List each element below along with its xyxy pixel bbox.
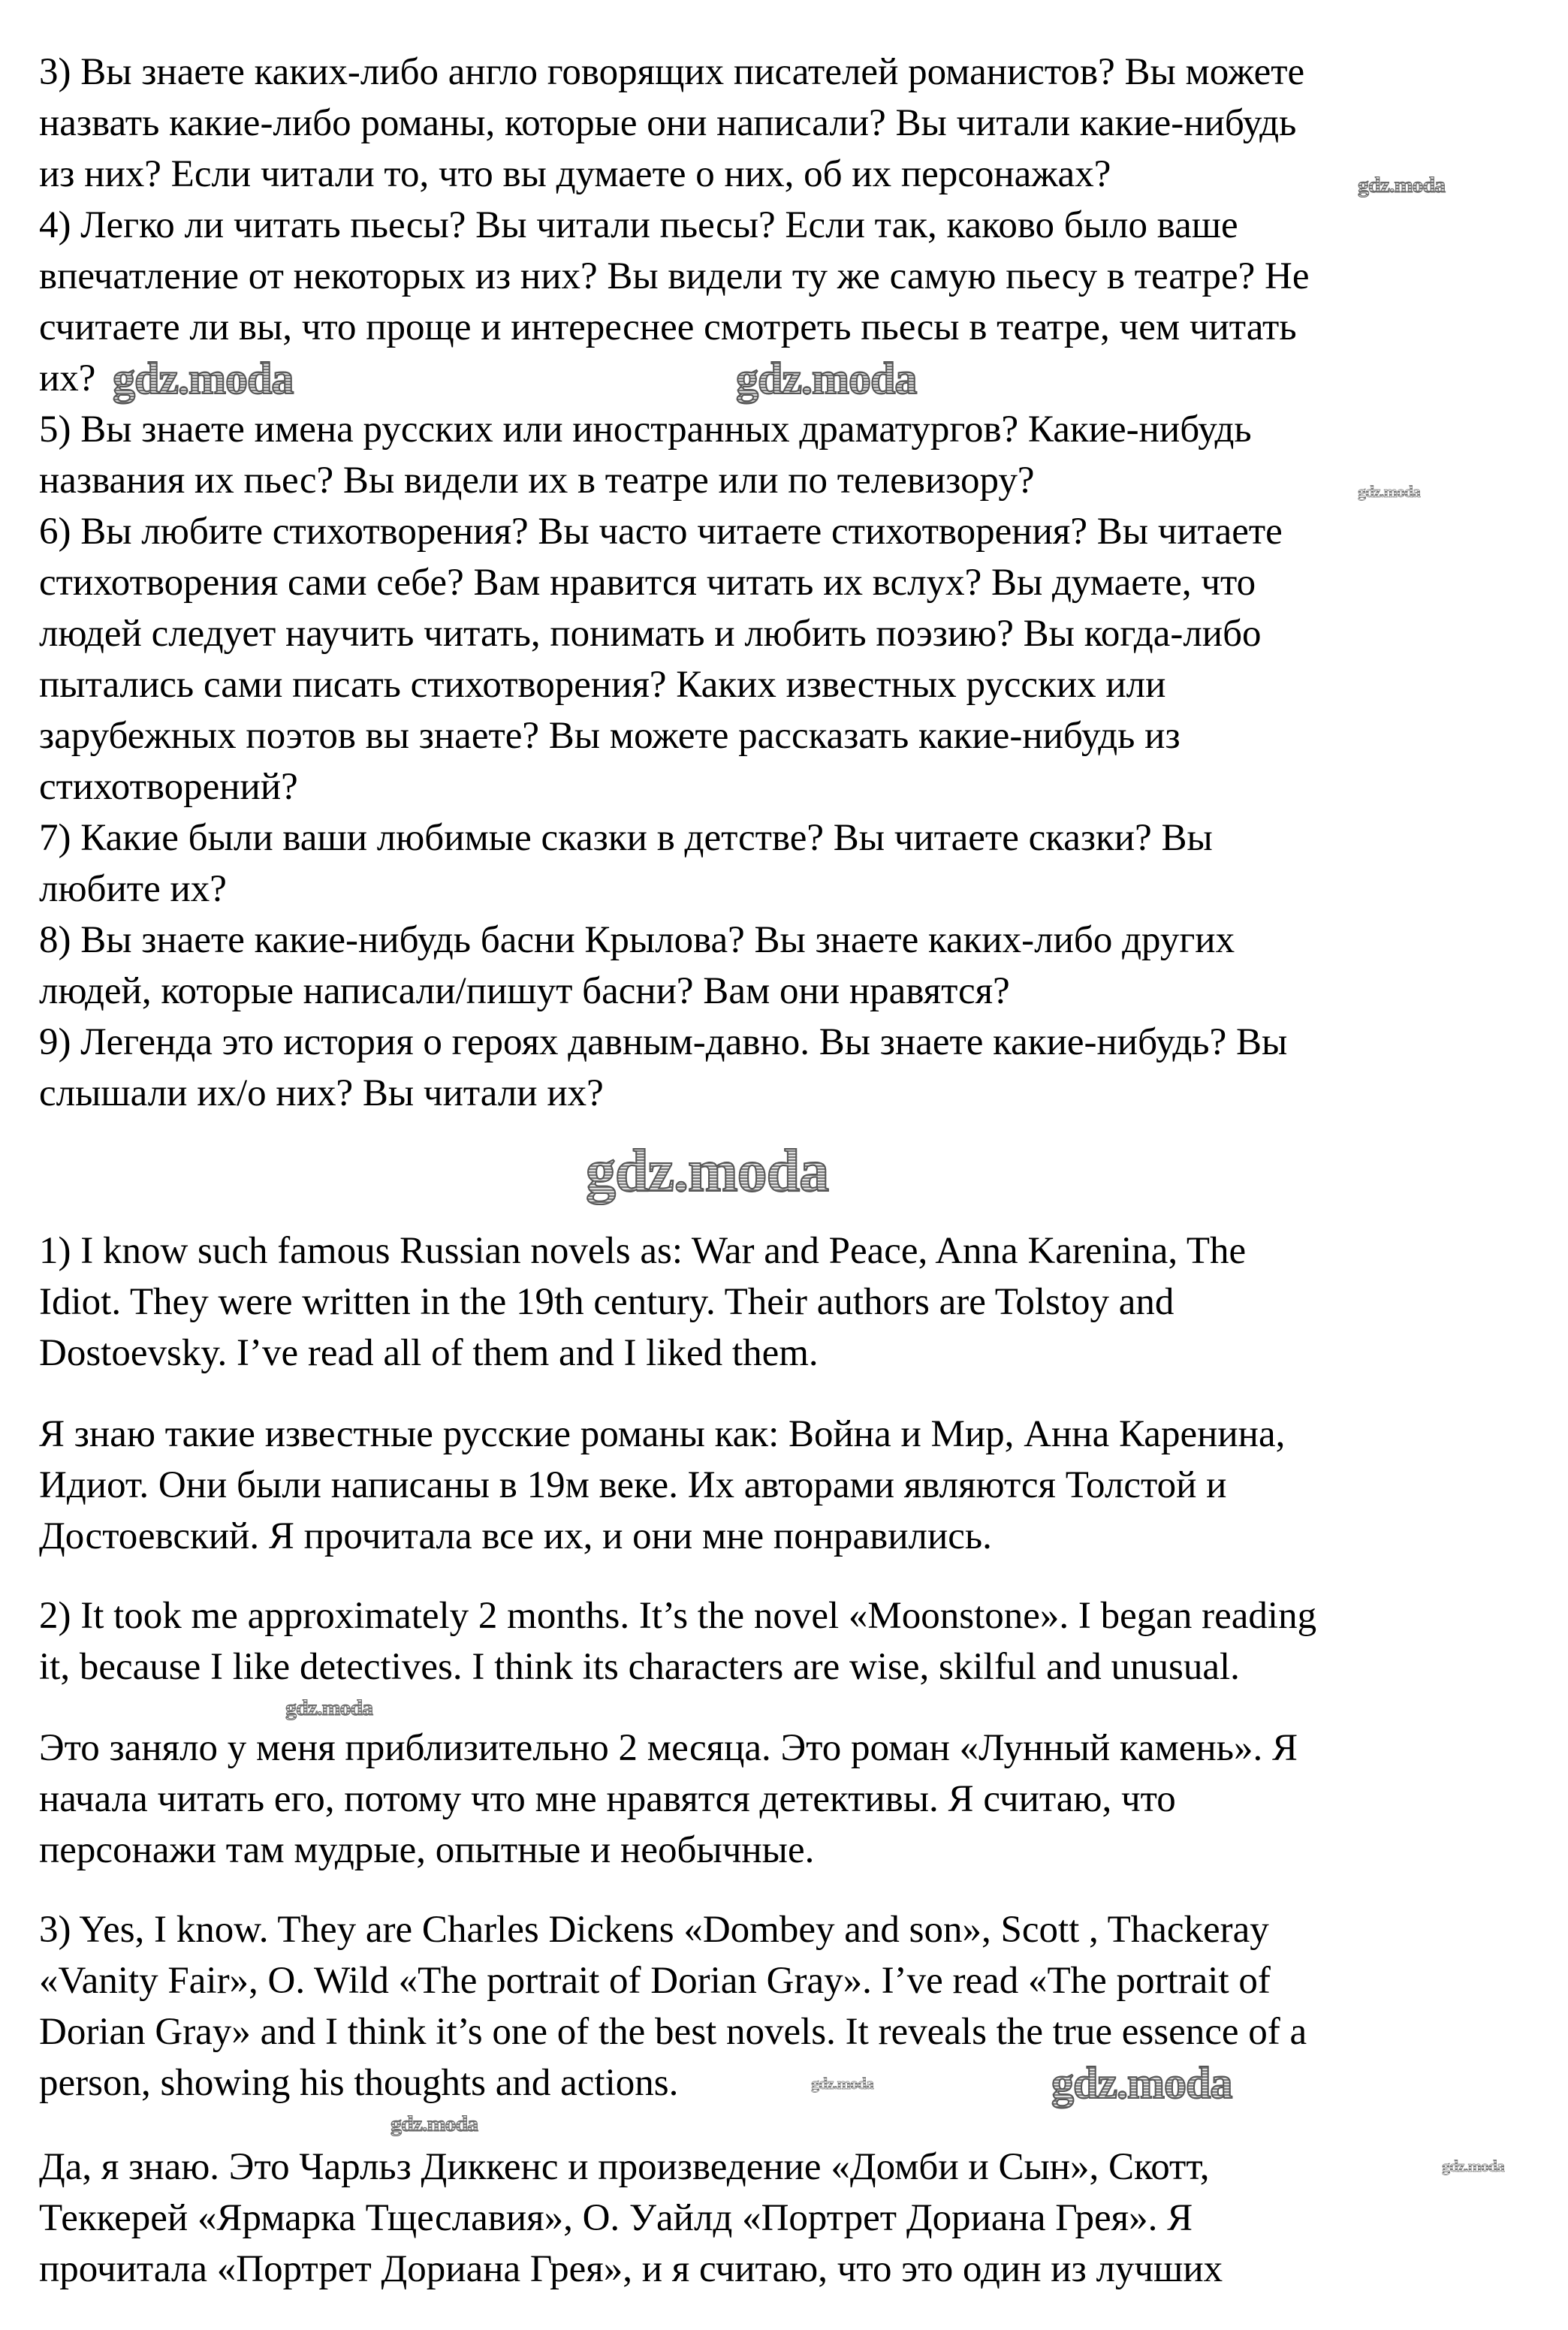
watermark: gdz.moda — [1358, 173, 1446, 197]
answer-1-russian — [39, 1409, 1285, 1562]
question-8 — [39, 915, 1309, 1017]
text-line: людей, которые написали/пишут басни? Вам они нравятся? — [39, 970, 1010, 1012]
text-line: Я знаю такие известные русские романы как: Война и Мир, Анна Каренина, — [39, 1413, 1286, 1455]
question-5 — [39, 404, 1309, 506]
text-line: слышали их/о них? Вы читали их? — [39, 1072, 604, 1114]
text-line: 7) Какие были ваши любимые сказки в детстве? Вы читаете сказки? Вы — [39, 817, 1213, 859]
text-line: it, because I like detectives. I think its characters are wise, skilful and unusual. — [39, 1646, 1240, 1688]
text-line: Да, я знаю. Это Чарльз Диккенс и произведение «Домби и Сын», Скотт, — [39, 2146, 1210, 2188]
text-line: 9) Легенда это история о героях давным-давно. Вы знаете какие-нибудь? Вы — [39, 1021, 1288, 1063]
text-line: Идиот. Они были написаны в 19м веке. Их авторами являются Толстой и — [39, 1464, 1227, 1506]
text-line: зарубежных поэтов вы знаете? Вы можете рассказать какие-нибудь из — [39, 715, 1181, 757]
watermark: gdz.moda — [736, 354, 917, 403]
question-3 — [39, 47, 1309, 200]
watermark: gdz.moda — [811, 2074, 874, 2093]
text-line: их? — [39, 357, 96, 399]
text-line: Теккерей «Ярмарка Тщеславия», О. Уайлд «Портрет Дориана Грея». Я — [39, 2197, 1193, 2239]
text-line: «Vanity Fair», O. Wild «The portrait of Dorian Gray». I’ve read «The portrait of — [39, 1960, 1271, 2002]
watermark: gdz.moda — [1442, 2157, 1505, 2175]
watermark: gdz.moda — [586, 1134, 828, 1209]
text-line: назвать какие-либо романы, которые они написали? Вы читали какие-нибудь — [39, 102, 1297, 144]
question-block — [39, 47, 1309, 1119]
text-line: впечатление от некоторых из них? Вы видели ту же самую пьесу в театре? Не — [39, 255, 1310, 297]
watermark: gdz.moda — [1358, 482, 1421, 501]
text-line: 3) Yes, I know. They are Charles Dickens «Dombey and son», Scott , Thackeray — [39, 1909, 1269, 1951]
answer-2-english — [39, 1590, 1316, 1692]
text-line: считаете ли вы, что проще и интереснее смотреть пьесы в театре, чем читать — [39, 306, 1297, 348]
text-line: начала читать его, потому что мне нравятся детективы. Я считаю, что — [39, 1778, 1176, 1820]
text-line: 1) I know such famous Russian novels as: War and Peace, Anna Karenina, The — [39, 1230, 1247, 1272]
answer-2-russian — [39, 1723, 1298, 1876]
text-line: Dorian Gray» and I think it’s one of the best novels. It reveals the true essence of a — [39, 2011, 1307, 2053]
text-line: Это заняло у меня приблизительно 2 месяца. Это роман «Лунный камень». Я — [39, 1727, 1298, 1769]
answer-3-russian — [39, 2142, 1223, 2295]
watermark: gdz.moda — [390, 2111, 478, 2136]
text-line: людей следует научить читать, понимать и любить поэзию? Вы когда-либо — [39, 613, 1262, 655]
text-line: 3) Вы знаете каких-либо англо говорящих писателей романистов? Вы можете — [39, 51, 1305, 93]
text-line: Достоевский. Я прочитала все их, и они мне понравились. — [39, 1515, 992, 1557]
text-line: 4) Легко ли читать пьесы? Вы читали пьесы? Если так, каково было ваше — [39, 204, 1238, 246]
text-line: любите их? — [39, 868, 227, 910]
question-6 — [39, 506, 1309, 812]
text-line: 2) It took me approximately 2 months. It’s the novel «Moonstone». I began reading — [39, 1595, 1317, 1637]
text-line: Idiot. They were written in the 19th century. Their authors are Tolstoy and — [39, 1281, 1174, 1323]
watermark: gdz.moda — [285, 1696, 373, 1720]
text-line: 8) Вы знаете какие-нибудь басни Крылова? Вы знаете каких-либо других — [39, 919, 1235, 961]
watermark: gdz.moda — [1051, 2058, 1232, 2108]
answer-1-english — [39, 1225, 1246, 1379]
text-line: person, showing his thoughts and actions. — [39, 2062, 679, 2104]
text-line: стихотворений? — [39, 766, 298, 808]
question-9 — [39, 1017, 1309, 1119]
text-line: из них? Если читали то, что вы думаете о них, об их персонажах? — [39, 153, 1111, 195]
question-7 — [39, 812, 1309, 915]
text-line: персонажи там мудрые, опытные и необычные. — [39, 1829, 815, 1871]
text-line: прочитала «Портрет Дориана Грея», и я считаю, что это один из лучших — [39, 2248, 1223, 2290]
text-line: пытались сами писать стихотворения? Каких известных русских или — [39, 664, 1166, 706]
text-line: 5) Вы знаете имена русских или иностранных драматургов? Какие-нибудь — [39, 408, 1252, 451]
text-line: названия их пьес? Вы видели их в театре или по телевизору? — [39, 460, 1035, 502]
text-line: стихотворения сами себе? Вам нравится читать их вслух? Вы думаете, что — [39, 562, 1256, 604]
watermark: gdz.moda — [113, 354, 294, 403]
text-line: 6) Вы любите стихотворения? Вы часто читаете стихотворения? Вы читаете — [39, 511, 1283, 553]
text-line: Dostoevsky. I’ve read all of them and I liked them. — [39, 1332, 819, 1374]
